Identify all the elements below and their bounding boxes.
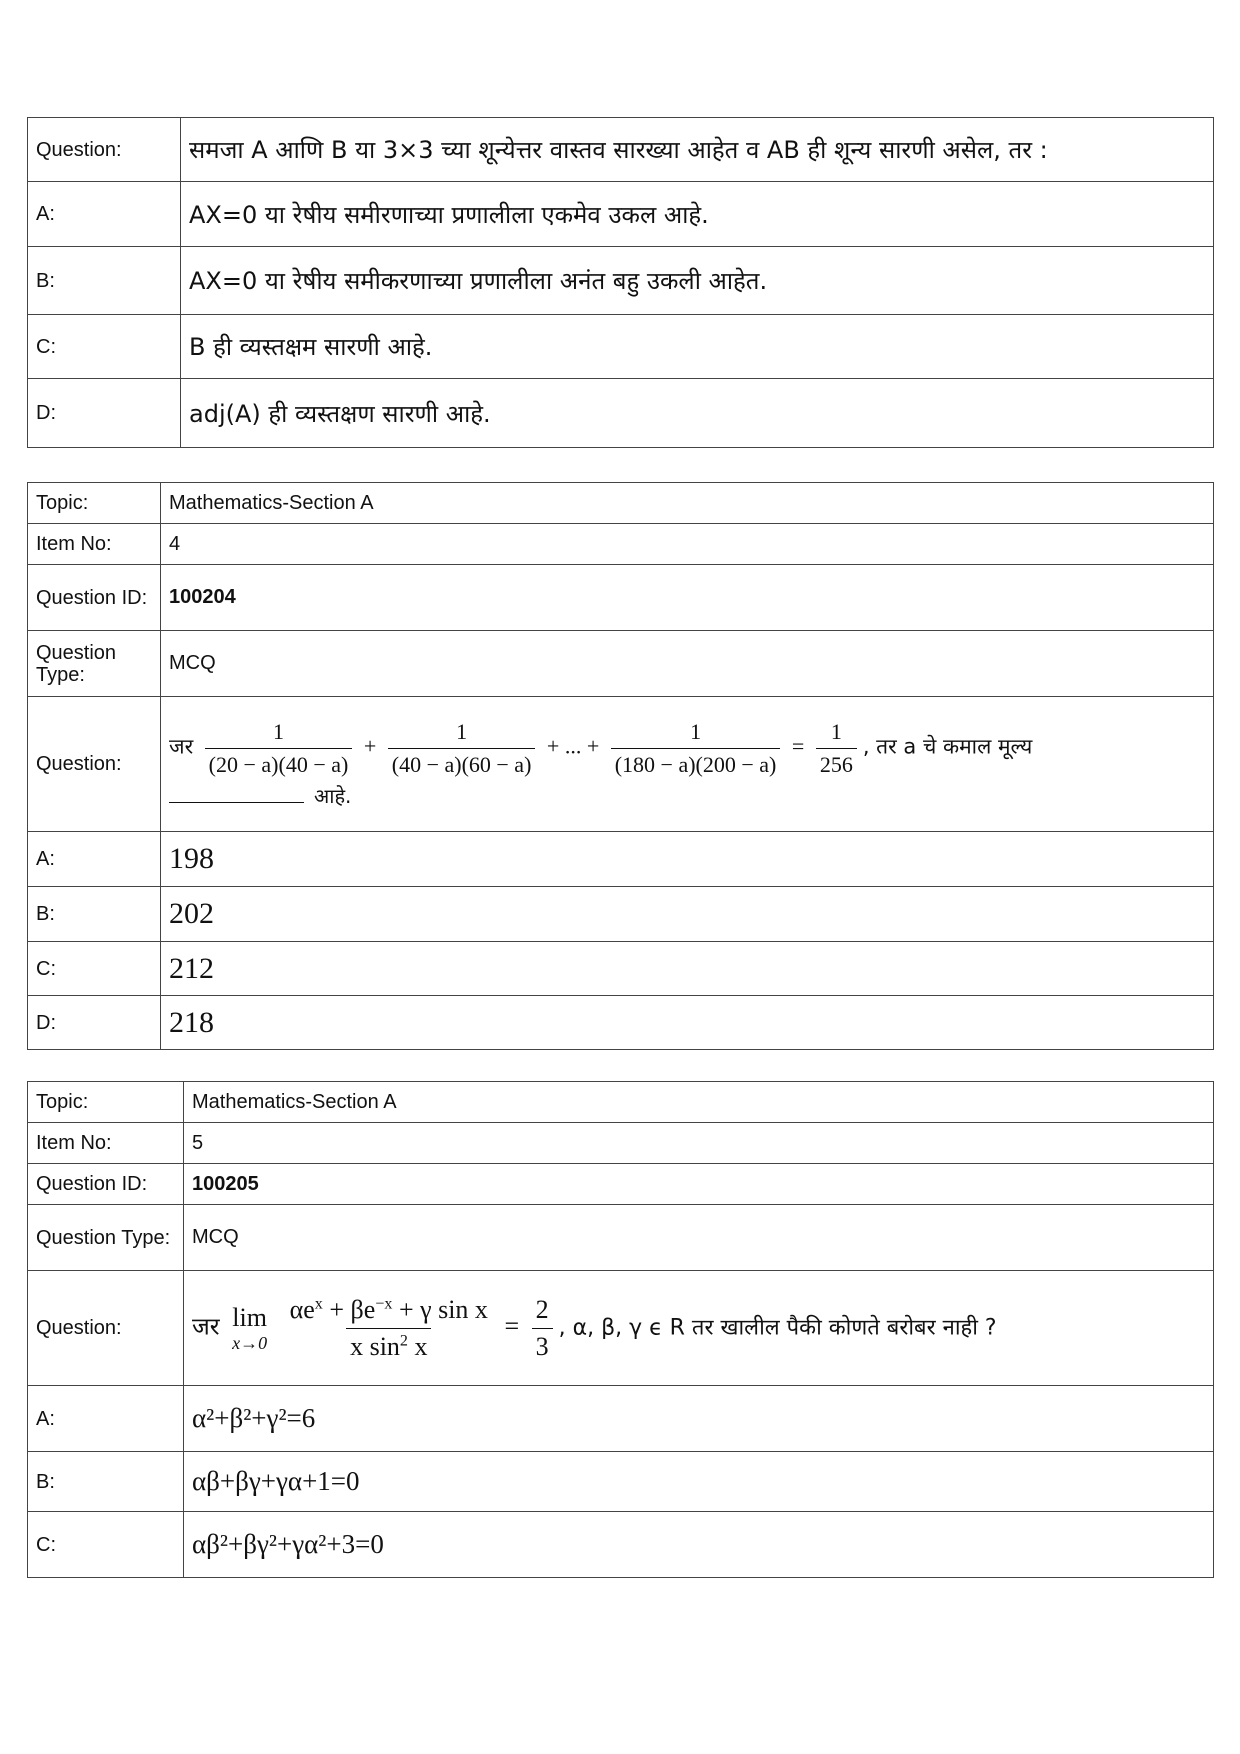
question-5-table — [27, 1081, 1214, 1578]
question-prefix: जर — [169, 734, 194, 759]
question-prefix: जर — [192, 1311, 220, 1340]
item-value: 5 — [184, 1123, 1214, 1164]
fraction-4 — [816, 719, 857, 778]
fraction-1-num: 1 — [273, 719, 284, 744]
option-text: 212 — [161, 942, 1214, 996]
option-row — [28, 247, 1214, 315]
option-text: αβ²+βγ²+γα²+3=0 — [184, 1512, 1214, 1578]
question-row — [28, 118, 1214, 182]
option-text: 198 — [161, 832, 1214, 887]
fraction-4-num: 1 — [830, 719, 842, 744]
question-label: Question: — [28, 1271, 184, 1386]
rhs-fraction — [532, 1295, 553, 1362]
question-equation: जर lim x→0 $\frac{\alpha e^x + \beta e^{-x} + \gamma \sin x}{x \sin^2 x}$ = $\frac{2}{3}$ , α, β, γ ϵ R तर खालील पैकी कोणते बरोबर नाही ? — [192, 1294, 997, 1361]
answer-blank — [169, 784, 304, 803]
question-label: Question: — [28, 697, 161, 832]
option-row — [28, 887, 1214, 942]
item-value: 4 — [161, 524, 1214, 565]
question-3-table — [27, 117, 1214, 448]
option-label: C: — [28, 942, 161, 996]
limit-subscript: x→0 — [232, 1332, 268, 1353]
fraction-1 — [205, 719, 353, 778]
limit-denominator: x $\sin^2 x$ — [346, 1328, 431, 1362]
option-text: AX=0 या रेषीय समीरणाच्या प्रणालीला एकमेव उकल आहे. — [181, 182, 1214, 247]
option-text: α²+β²+γ²=6 — [184, 1386, 1214, 1452]
question-label: Question: — [28, 118, 181, 182]
option-text: 202 — [161, 887, 1214, 942]
fraction-2-num: 1 — [456, 719, 468, 744]
question-body — [184, 1271, 1214, 1386]
question-type-value: MCQ — [161, 631, 1214, 697]
answer-line — [169, 782, 1205, 809]
option-row — [28, 1452, 1214, 1512]
question-type-label: Question Type: — [28, 1205, 184, 1271]
topic-value: Mathematics-Section A — [161, 483, 1214, 524]
topic-value: Mathematics-Section A — [184, 1082, 1214, 1123]
question-row — [28, 1271, 1214, 1386]
topic-row — [28, 483, 1214, 524]
rhs-denominator: 3 — [532, 1328, 553, 1362]
question-body — [161, 697, 1214, 832]
question-id-row — [28, 1164, 1214, 1205]
option-row — [28, 942, 1214, 996]
option-label: D: — [28, 996, 161, 1050]
fraction-3-den: (180 − a)(200 − a) — [611, 748, 781, 778]
question-suffix: , तर a चे कमाल मूल्य — [862, 734, 1033, 759]
option-text: AX=0 या रेषीय समीकरणाच्या प्रणालीला अनंत बहु उकली आहेत. — [181, 247, 1214, 315]
question-id-value: 100204 — [161, 565, 1214, 631]
rhs-numerator: 2 — [535, 1294, 549, 1324]
option-label: A: — [28, 182, 181, 247]
question-text: समजा A आणि B या 3×3 च्या शून्येत्तर वास्तव सारख्या आहेत व AB ही शून्य सारणी असेल, तर : — [181, 118, 1214, 182]
option-text: 218 — [161, 996, 1214, 1050]
fraction-3-num: 1 — [690, 719, 702, 744]
fraction-2 — [388, 719, 536, 778]
option-row — [28, 832, 1214, 887]
question-type-row — [28, 631, 1214, 697]
option-row — [28, 379, 1214, 448]
topic-label: Topic: — [28, 1082, 184, 1123]
option-text: αβ+βγ+γα+1=0 — [184, 1452, 1214, 1512]
question-type-row — [28, 1205, 1214, 1271]
fraction-1-den: (20 − a)(40 − a) — [205, 748, 353, 778]
option-label: A: — [28, 1386, 184, 1452]
question-type-label: Question Type: — [28, 631, 161, 697]
option-label: C: — [28, 1512, 184, 1578]
question-id-label: Question ID: — [28, 565, 161, 631]
question-id-value: 100205 — [184, 1164, 1214, 1205]
question-row — [28, 697, 1214, 832]
option-text: adj(A) ही व्यस्तक्षण सारणी आहे. — [181, 379, 1214, 448]
option-row — [28, 1512, 1214, 1578]
option-label: B: — [28, 247, 181, 315]
question-4-table — [27, 482, 1214, 1050]
plus-sign: + — [363, 733, 377, 759]
option-row — [28, 996, 1214, 1050]
item-row — [28, 1123, 1214, 1164]
fraction-4-den: 256 — [816, 748, 857, 778]
equals-sign: = — [791, 733, 805, 759]
plus-dots: + ... + — [546, 733, 600, 759]
option-label: C: — [28, 315, 181, 379]
item-label: Item No: — [28, 524, 161, 565]
question-suffix: , α, β, γ ϵ R तर खालील पैकी कोणते बरोबर नाही ? — [558, 1314, 997, 1340]
question-id-row — [28, 565, 1214, 631]
limit-fraction — [286, 1295, 492, 1362]
option-row — [28, 182, 1214, 247]
limit — [232, 1303, 267, 1354]
option-row — [28, 315, 1214, 379]
option-label: B: — [28, 1452, 184, 1512]
option-row — [28, 1386, 1214, 1452]
question-type-value: MCQ — [184, 1205, 1214, 1271]
option-label: A: — [28, 832, 161, 887]
question-equation — [169, 719, 1205, 778]
question-id-label: Question ID: — [28, 1164, 184, 1205]
topic-row — [28, 1082, 1214, 1123]
item-row — [28, 524, 1214, 565]
fraction-3 — [611, 719, 781, 778]
topic-label: Topic: — [28, 483, 161, 524]
question-tail: आहे. — [314, 784, 352, 808]
option-label: B: — [28, 887, 161, 942]
option-text: B ही व्यस्तक्षम सारणी आहे. — [181, 315, 1214, 379]
limit-numerator: $\alpha e^x + \beta e^{-x} + \gamma$ sin x — [289, 1294, 488, 1324]
item-label: Item No: — [28, 1123, 184, 1164]
option-label: D: — [28, 379, 181, 448]
limit-word: lim — [232, 1302, 267, 1332]
fraction-2-den: (40 − a)(60 − a) — [388, 748, 536, 778]
